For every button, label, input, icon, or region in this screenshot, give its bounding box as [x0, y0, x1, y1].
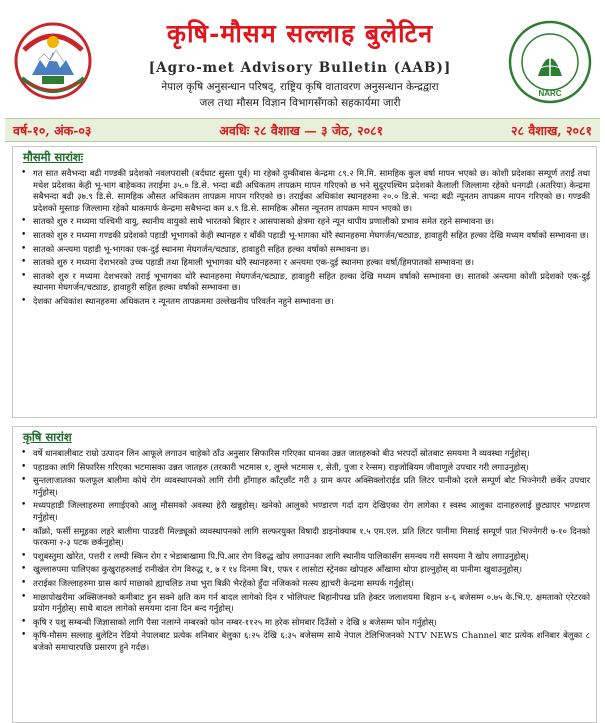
list-item	[17, 462, 590, 474]
list-item-text: कृषि-मौसम सल्लाह बुलेटिन रेडियो नेपालबाट प्रत्येक शनिबार बेलुका ६:२५ देखि ६:३५ बजेसम्म साथै नेपाल टेलिभिजनको NTV NEWS Channel बाट प्रत्येक शनिबार बेलुका ८ बजेको समाचारपछि प्रसारण हुने गर्दछ।	[33, 630, 590, 652]
list-item	[17, 230, 590, 242]
list-item-text: माछापोखरीमा अक्सिजनको कमीबाट हुन सक्ने क्षति कम गर्न बादल लागेको दिन र भोलिपल्ट बिहानीपख प्रति हेक्टर जलाशयमा बिहान ४-६ बजेसम्म ०.७५ के.भि.ए. क्षमताको एरेटरको प्रयोग गर्नुहोस्। साथै बादल लागेको समयमा दाना दिन बन्द गर्नुहोस्।	[33, 591, 590, 614]
volume-issue: वर्ष-१०, अंक-०३	[13, 122, 92, 138]
list-item	[17, 257, 590, 269]
agri-summary-list	[17, 448, 590, 654]
list-item	[17, 168, 590, 214]
agri-summary-heading: कृषि सारांश	[23, 430, 72, 444]
bullet-icon: •	[21, 295, 27, 306]
list-item	[17, 564, 590, 576]
list-item-text: सातको शुरु र मध्यमा देशभरको तराई भूभागका थोरै स्थानहरुमा मेघगर्जन/चट्याङ, हावाहुरी सहित हल्का देखि मध्यम वर्षाको सम्भावना छ। सातको अन्त्यमा कोशी प्रदेशको एक-दुई स्थानमा मेघगर्जन/चट्याङ, हावाहुरी सहित हल्का वर्षाको सम्भावना छ।	[33, 270, 590, 293]
bullet-icon: •	[21, 229, 27, 240]
list-item-text: काँक्रो, फर्सी समूहका लहरे बालीमा पाउडरी मिल्ड्यूको व्यवस्थापनको लागि सल्फरयुक्त विषादी डाइनोक्याब १.५ एम.एल. प्रति लिटर पानीमा मिसाई सम्पूर्ण पात भिज्नेगरी ७-१० दिनको फरकमा २-३ पटक छर्कनुहोस्।	[33, 525, 590, 548]
list-item-text: पशुबस्तुमा खोरेत, पत्तरी र लम्पी स्किन रोग र भेडाबाखामा पि.पि.आर रोग विरुद्ध खोप लगाउनका लागि स्थानीय पालिकासँग समन्वय गरी समयमा नै खोप लगाउनुहोस्।	[33, 550, 529, 561]
bullet-icon: •	[21, 270, 27, 281]
list-item	[17, 448, 590, 460]
weather-summary-section	[12, 146, 597, 418]
list-item	[17, 271, 590, 294]
list-item-text: खुल्लारुपमा पालिएका कुखुराहरुलाई रानीखेत रोग विरुद्ध १, ७ र १४ दिनमा बि१, एफ१ र लासोटा स्ट्रेनका खोपहरु आँखामा थोपा हाल्नुहोस् वा पानीमा खुवाउनुहोस्।	[33, 564, 523, 575]
list-item-text: सातको अन्त्यमा पहाडी भू-भागका एक-दुई स्थानमा मेघगर्जन/चट्याङ, हावाहुरी सहित हल्का वर्षाको सम्भावना छ।	[33, 243, 370, 254]
weather-summary-list	[17, 168, 590, 308]
list-item-text: सातको शुरु र मध्यमा गण्डकी प्रदेशको पहाडी भूभागको केही स्थानहरु र बाँकी पहाडी भू-भागका थोरै स्थानहरुमा मेघगर्जन/चट्याङ, हावाहुरी सहित हल्का देखि मध्यम वर्षाको सम्भावना छ।	[33, 229, 589, 240]
bulletin-subtitle: [Agro-met Advisory Bulletin (AAB)]	[148, 60, 452, 76]
list-item	[17, 578, 590, 590]
bullet-icon: •	[21, 525, 27, 536]
narc-logo-icon	[508, 20, 592, 104]
list-item	[17, 296, 590, 308]
agri-summary-section	[12, 426, 597, 723]
bullet-icon: •	[21, 616, 27, 627]
issue-date: २८ वैशाख, २०८१	[511, 122, 592, 138]
bulletin-period: अवधिः २८ वैशाख — ३ जेठ, २०८१	[219, 122, 384, 138]
list-item-text: गत सात सवैभन्दा बढी गण्डकी प्रदेशको नवलपरासी (बर्दघाट सुस्ता पूर्व) मा रहेको दुम्कीबास केन्द्रमा ८९.२ मि.मि. सामहिक कुल वर्षा मापन भएको छ। कोशी प्रदेशका सम्पूर्ण तराईं तथा मधेश प्रदेशका केही भू-भाग बाहेकका तराईमा ३५.० डि.से. भन्दा बढी अधिकतम तापक्रम मापन गरिएको छ भने सुदूरपश्चिम प्रदेशको कैलाली जिल्लामा रहेको धनगढी (अतरिया) केन्द्रमा सबैभन्दा बढी ३७.९ डि.से. सामहिक औसत अधिकतम तापक्रम मापन गरिएको छ। तराईका अधिकांश स्थानहरुमा २०.० डि.से. भन्दा बढी न्यूनतम तापक्रम मापन गरिएको छ। गण्डकी प्रदेशको मुस्ताङ जिल्लामा रहेको थाकमार्फ केन्द्रमा सबैभन्दा कम ४.९ डि.से. सामहिक औसत न्यूनतम तापक्रम मापन भएको छ।	[33, 168, 590, 213]
bulletin-header	[0, 0, 605, 118]
bullet-icon: •	[21, 243, 27, 254]
bullet-icon: •	[21, 550, 27, 561]
list-item	[17, 617, 590, 629]
bullet-icon: •	[21, 500, 27, 511]
publisher-line: नेपाल कृषि अनुसन्धान परिषद्, राष्ट्रिय कृषि वातावरण अनुसन्धान केन्द्रद्वारा	[161, 81, 439, 93]
bulletin-content	[12, 146, 597, 723]
list-item-text: देशका अधिकांश स्थानहरुमा अधिकतम र न्यूनतम तापक्रममा उल्लेखनीय परिवर्तन नहुने सम्भावना छ।	[33, 295, 334, 306]
bullet-icon: •	[21, 564, 27, 575]
list-item	[17, 216, 590, 228]
nepal-government-emblem-icon	[14, 20, 92, 102]
list-item-text: सुन्तलाजातका फलफूल बालीमा कोथे रोग व्यवस्थापनको लागि रोगी हाँगाहरु काँट्छाँट गरी ३ ग्राम कपर अक्सिक्लोराईड प्रति लिटर पानीको दरले सम्पूर्ण बोट भिज्नेगरी छर्केर उपचार गर्नुहोस्।	[33, 475, 590, 497]
issue-info-bar	[5, 118, 600, 142]
bullet-icon: •	[21, 216, 27, 227]
list-item	[17, 526, 590, 549]
list-item	[17, 630, 590, 653]
list-item-text: सातको शुरु र मध्यमा पश्चिमी वायु, स्थानीय वायुको साथै भारतको बिहार र आसपासको क्षेत्रमा रहने न्यून चापीय प्रणालीको प्रभाव समेत रहने सम्भावना छ।	[33, 216, 495, 227]
list-item	[17, 592, 590, 615]
list-item	[17, 475, 590, 498]
bullet-icon: •	[21, 591, 27, 602]
list-item-text: मध्यपहाडी जिल्लाहरुमा लगाईएको आलु मौसमको अवस्था हेरी खन्नुहोस्। खनेको आलुको भण्डारण गर्दा दाग देखिएका रोग लागेका र स्वस्थ आलुका दानाहरुलाई छुट्याएर भण्डारण गर्नुहोस्।	[33, 500, 590, 522]
list-item-text: सातको शुरु र मध्यमा देशभरको उच्च पहाडी तथा हिमाली भूभागका थोरै स्थानहरुमा र अन्त्यमा एक-दुई स्थानमा हल्का वर्षा/हिमपातको सम्भावना छ।	[33, 257, 475, 268]
list-item-text: कृषि र पशु सम्बन्धी जिज्ञासाको लागि पैसा नलाग्ने नम्बरको फोन नम्बर-११२५ मा हरेक सोमबार दिउँसो २ देखि ४ बजेसम्म फोन गर्नुहोस्।	[33, 616, 437, 627]
bullet-icon: •	[21, 475, 27, 486]
list-item	[17, 551, 590, 563]
list-item-text: वर्षे धानबालीबाट राम्रो उत्पादन लिन आफूले लगाउन चाहेको ठाँउ अनुसार सिफारिस गरिएका धानका उन्नत जातहरुको बीउ भरपर्दो स्रोतबाट समयमा नै व्यवस्था गर्नुहोस्।	[33, 448, 530, 458]
bullet-icon: •	[21, 630, 27, 641]
list-item	[17, 244, 590, 256]
list-item-text: तराईका जिल्लाहरुमा ग्रास कार्प माछाको ह्याचलिङ तथा भुरा बिक्री भैरहेको हुँदा नजिकको मत्स्य ह्याचरी केन्द्रमा सम्पर्क गर्नुहोस्।	[33, 577, 414, 588]
bullet-icon: •	[21, 257, 27, 268]
weather-summary-heading: मौसमी सारांशः	[23, 150, 84, 164]
bullet-icon: •	[21, 448, 27, 458]
narc-label: NARC	[538, 89, 562, 98]
bullet-icon: •	[21, 168, 27, 178]
bullet-icon: •	[21, 577, 27, 588]
bullet-icon: •	[21, 461, 27, 472]
list-item-text: पहाडका लागि सिफारिस गरिएका भटमासका उन्नत जातहरु (तरकारी भटमास १, लुम्ले भटमास १, सेती, पुजा र रेन्सम) राइजोबियम जीवाणुले उपचार गरी लगाउनुहोस्।	[33, 461, 529, 472]
bulletin-title: कृषि-मौसम सल्लाह बुलेटिन	[166, 19, 434, 48]
list-item	[17, 500, 590, 523]
collaboration-line: जल तथा मौसम विज्ञान विभागसँगको सहकार्यमा जारी	[199, 97, 401, 109]
